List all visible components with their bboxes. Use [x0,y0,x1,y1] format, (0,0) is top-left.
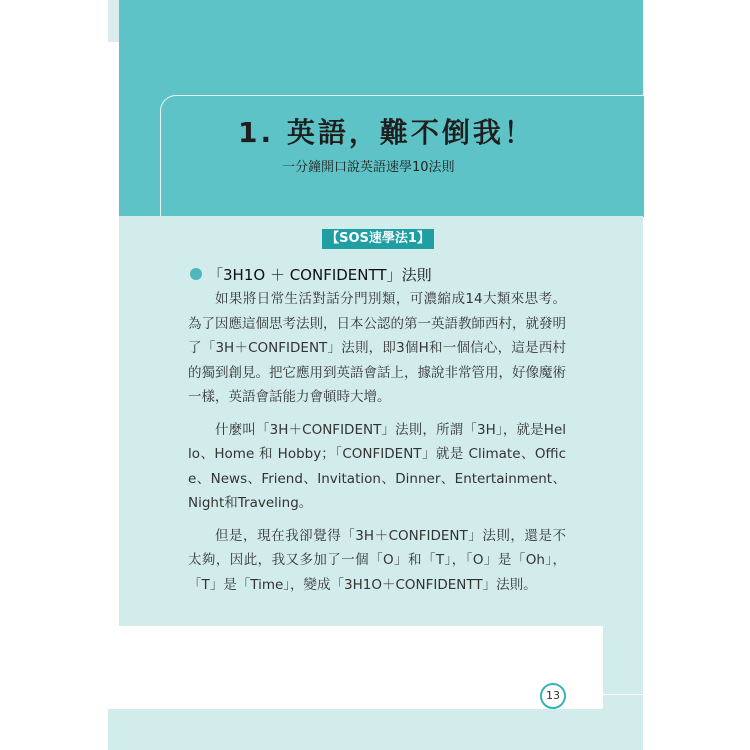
page-number: 13 [540,683,566,709]
chapter-title: 1. 英語，難不倒我！ [238,116,535,149]
body-text [188,287,566,597]
section-heading-row [190,263,432,285]
footer-band [108,709,643,750]
section-heading: 「3H1O ＋ CONFIDENTT」法則 [208,265,432,284]
footer-right-block [603,626,643,709]
page-edge-tab [108,0,119,42]
paragraph-1: 如果將日常生活對話分門別類，可濃縮成14大類來思考。為了因應這個思考法則，日本公認的第一英語教師西村，就發明了「3H＋CONFIDENT」法則，即3個H和一個信心，這是西村的獨到創見。把它應用到英語會話上，據說非常管用，好像魔術一樣，英語會話能力會頓時大增。 [188,291,566,405]
chapter-subtitle: 一分鐘開口說英語速學10法則 [282,160,455,175]
footer-white-block [119,626,603,709]
paragraph-3: 但是，現在我卻覺得「3H＋CONFIDENT」法則，還是不太夠，因此，我又多加了一個「O」和「T」，「O」是「Oh」，「T」是「Time」，變成「3H1O＋CONFIDENTT」法則。 [188,527,566,593]
footer-divider [566,694,643,695]
bullet-dot-icon [190,268,202,280]
paragraph-2: 什麼叫「3H＋CONFIDENT」法則，所謂「3H」，就是Hello、Home 和 Hobby；「CONFIDENT」就是 Climate、Office、News、Friend、Invitation、Dinner、Entertainment、Night和Traveling。 [188,421,566,511]
section-tag: 【SOS速學法1】 [322,229,434,249]
